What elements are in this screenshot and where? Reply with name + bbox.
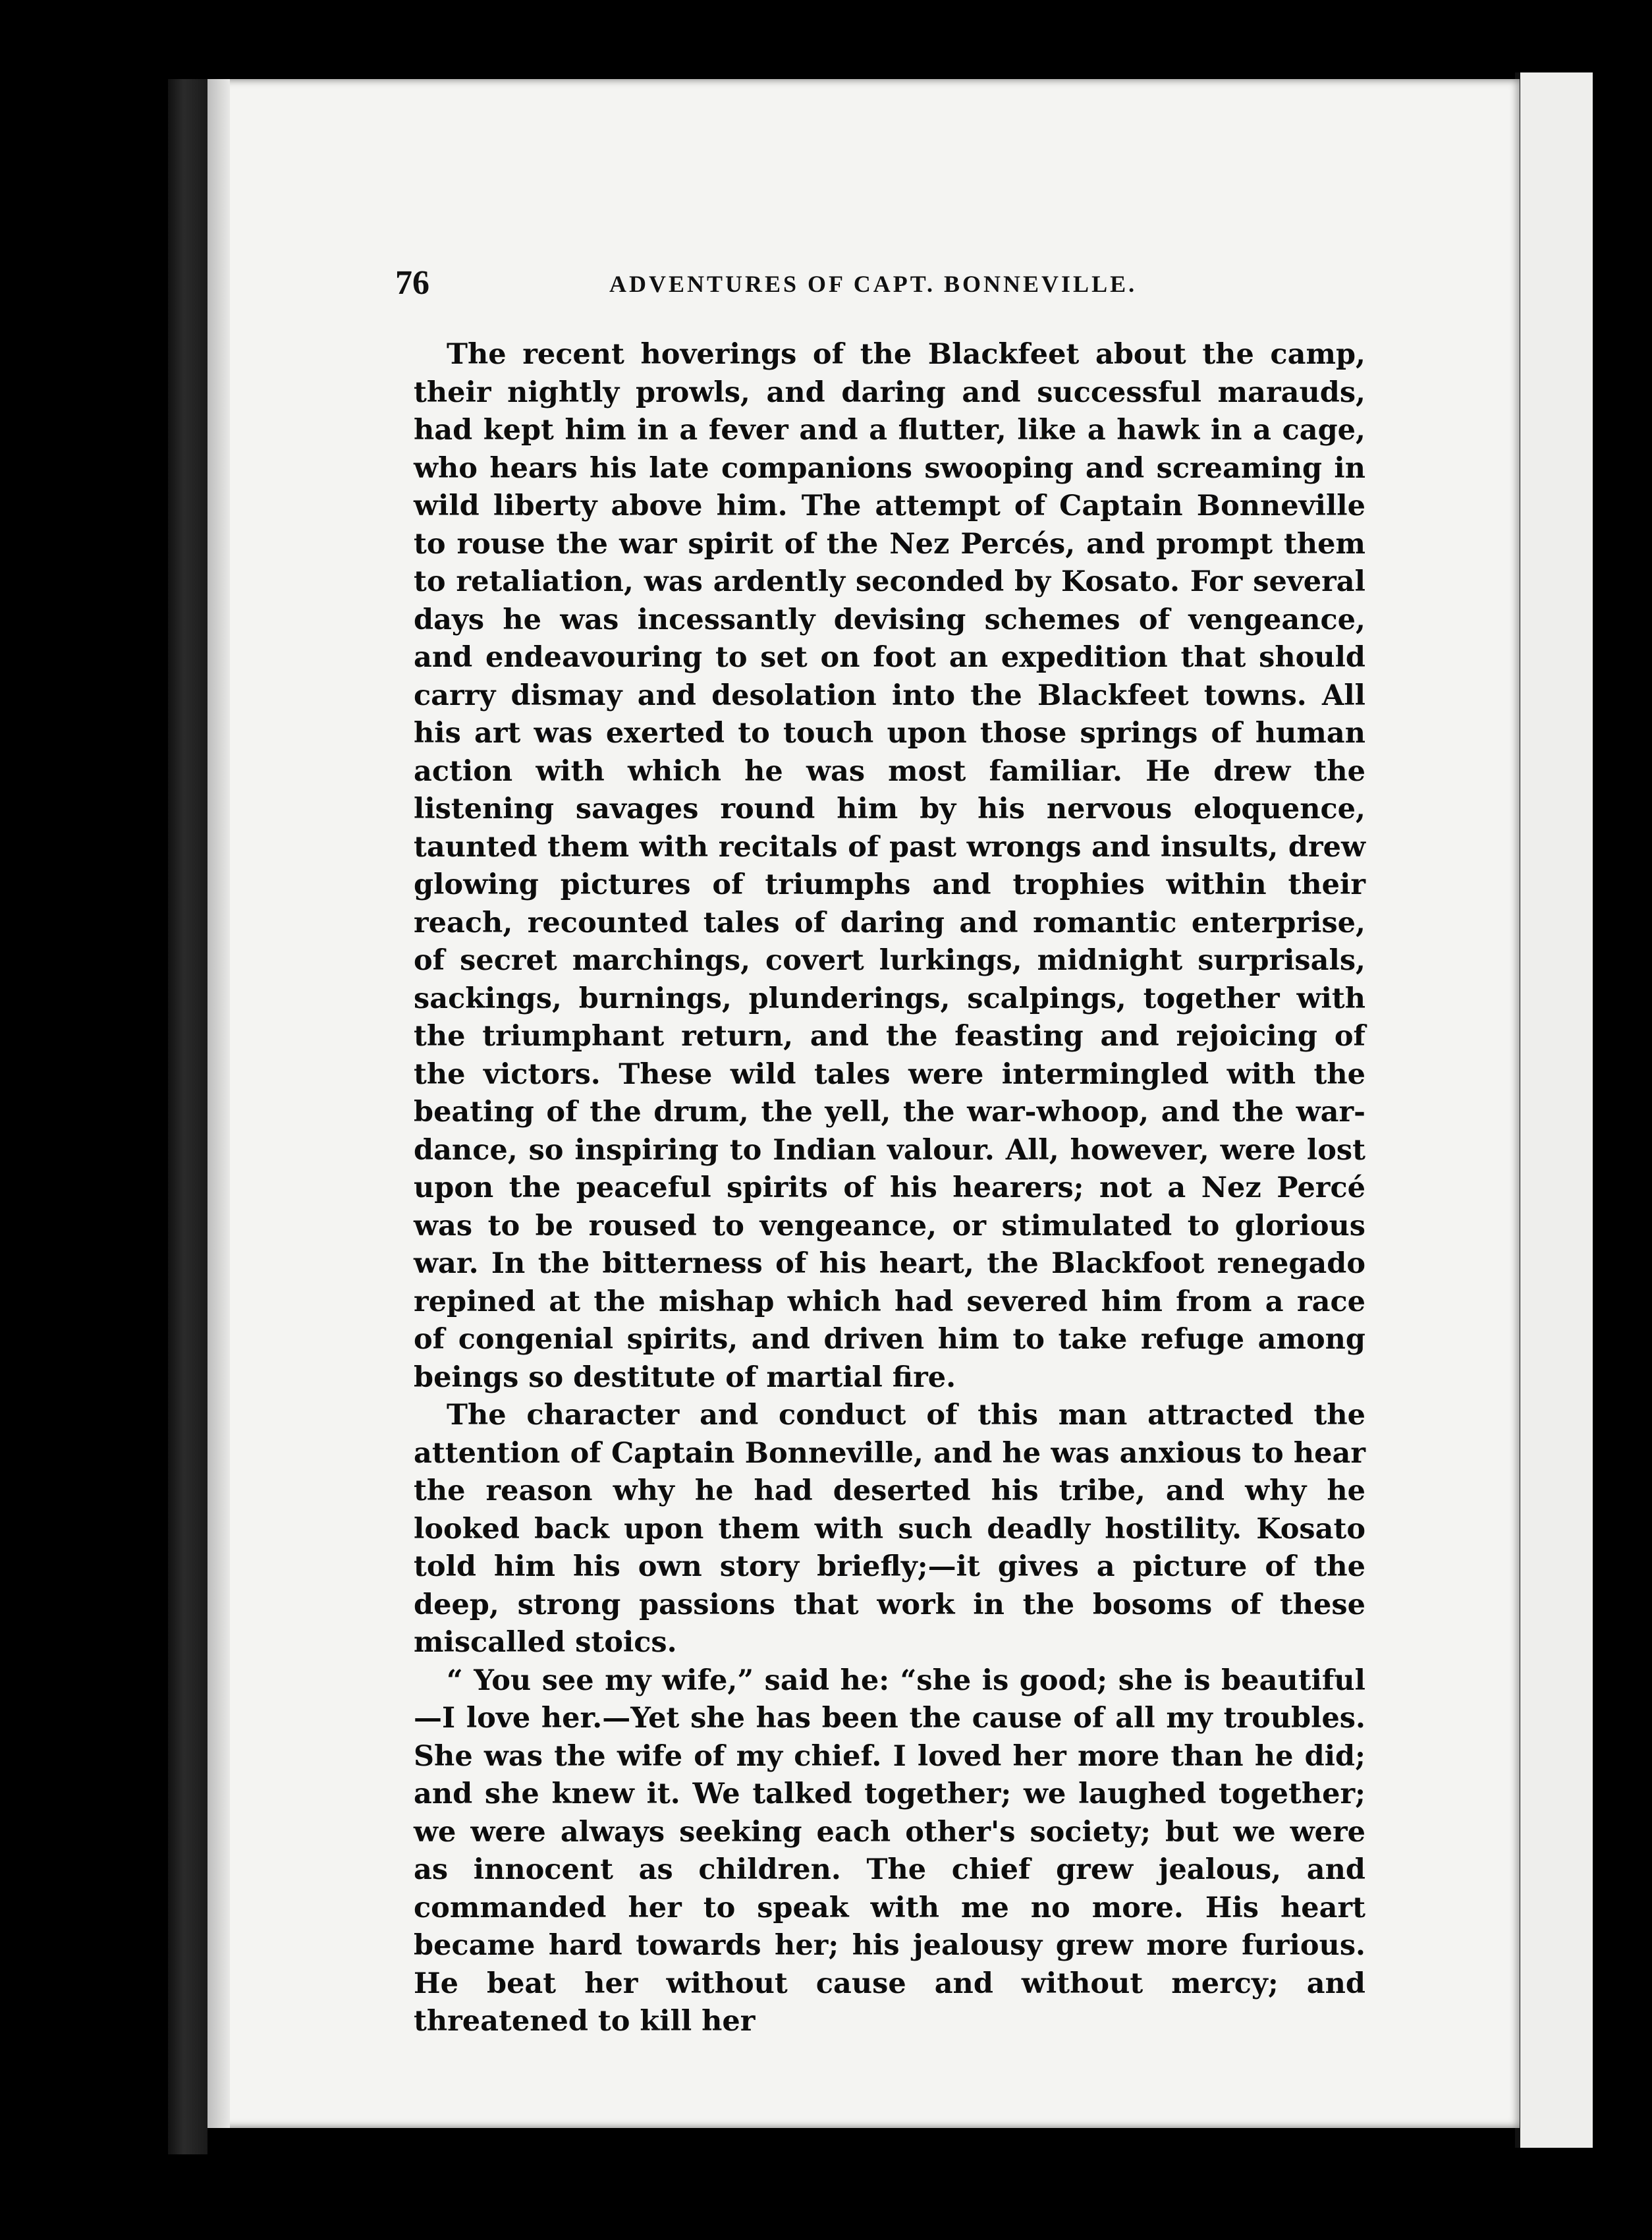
running-head-title: ADVENTURES OF CAPT. BONNEVILLE. xyxy=(609,271,1138,297)
adjacent-page-edge xyxy=(1515,72,1593,2148)
paragraph-3: “ You see my wife,” said he: “she is good; she is beautiful —I love her.—Yet she has been the cause of all my troubles. She was the wife of my chief. I loved her more than he did; and she knew it. We talked together; we laughed together; we were always seeking each other's society; but we were as innocent as children. The chief grew jealous, and commanded her to speak with me no more. His heart became hard towards her; his jealousy grew more furious. He beat her without cause and without mercy; and threatened to kill her xyxy=(414,1664,1365,2038)
body-text xyxy=(414,336,1365,2041)
page-gutter-shadow xyxy=(207,79,230,2128)
running-head xyxy=(395,264,1265,310)
paragraph-1: The recent hoverings of the Blackfeet about the camp, their nightly prowls, and daring and successful marauds, had kept him in a fever and a flutter, like a hawk in a cage, who hears his late companions swooping and screaming in wild liberty above him. The attempt of Captain Bonneville to rouse the war spirit of the Nez Percés, and prompt them to retaliation, was ardently seconded by Kosato. For several days he was incessantly devising schemes of vengeance, and endeavouring to set on foot an expedition that should carry dismay and desolation into the Blackfeet towns. All his art was exerted to touch upon those springs of human action with which he was most familiar. He drew the listening savages round him by his nervous eloquence, taunted them with recitals of past wrongs and insults, drew glowing pictures of triumphs and trophies within their reach, recounted tales of daring and romantic enterprise, of secret marchings, covert lurkings, midnight surprisals, sackings, burnings, plunderings, scalpings, together with the triumphant return, and the feasting and rejoicing of the victors. These wild tales were intermingled with the beating of the drum, the yell, the war-whoop, and the war-dance, so inspiring to Indian valour. All, however, were lost upon the peaceful spirits of his hearers; not a Nez Percé was to be roused to vengeance, or stimulated to glorious war. In the bitterness of his heart, the Blackfoot renegado repined at the mishap which had severed him from a race of congenial spirits, and driven him to take refuge among beings so destitute of martial fire. xyxy=(414,338,1365,1394)
book-spine xyxy=(168,79,207,2154)
paragraph-2: The character and conduct of this man attracted the attention of Captain Bonneville, and he was anxious to hear the reason why he had deserted his tribe, and why he looked back upon them with such deadly hostility. Kosato told him his own story briefly;—it gives a picture of the deep, strong passions that work in the bosoms of these miscalled stoics. xyxy=(414,1399,1365,1659)
page-number: 76 xyxy=(395,264,429,302)
